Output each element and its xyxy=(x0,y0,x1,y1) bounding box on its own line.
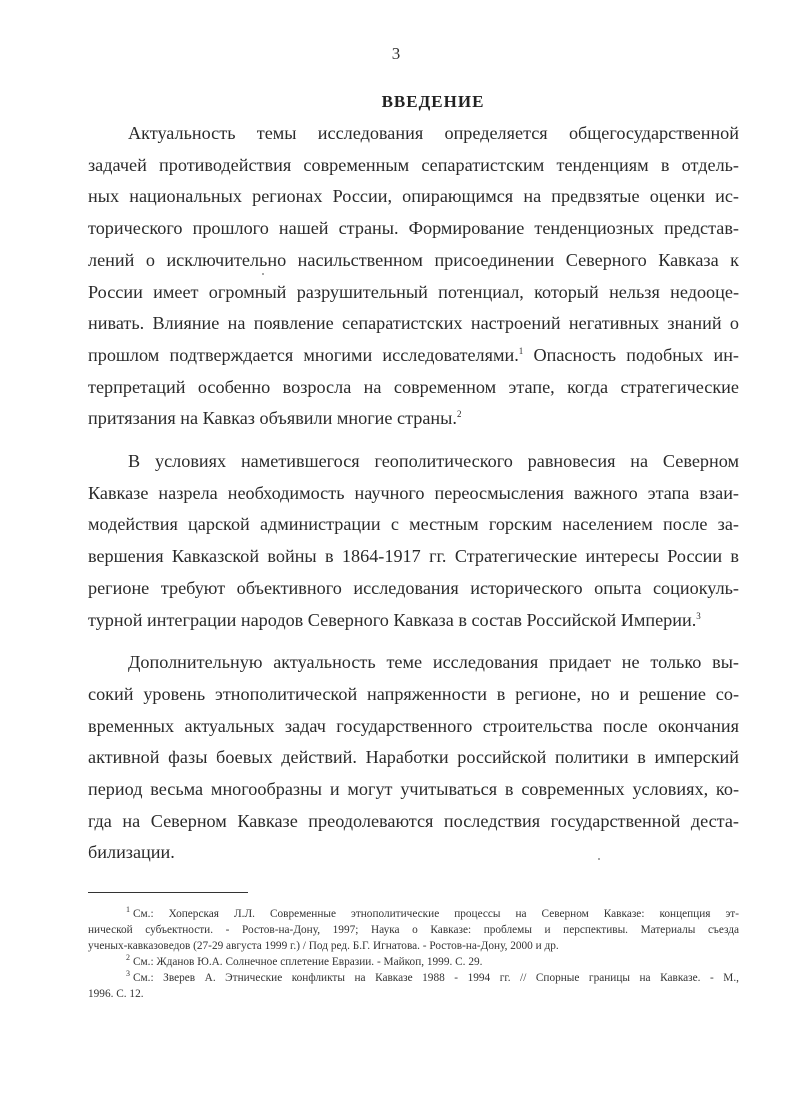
footnote-1 xyxy=(88,906,739,954)
text-line: активной фазы боевых действий. Наработки российской политики в имперский xyxy=(88,747,739,768)
text-line: временных актуальных задач государственного строительства после окончания xyxy=(88,715,739,736)
footnote-text: См.: Жданов Ю.А. Солнечное сплетение Евразии. - Майкоп, 1999. С. 29. xyxy=(133,956,483,968)
text-line: В условиях наметившегося геополитического равновесия на Северном xyxy=(128,451,739,472)
text-line: терпретаций особенно возросла на современном этапе, когда стратегические xyxy=(88,376,739,397)
text-line: билизации. xyxy=(88,842,175,863)
text-fragment: притязания на Кавказ объявили многие страны. xyxy=(88,408,457,429)
footnote-2 xyxy=(88,954,739,970)
text-line: Дополнительную актуальность теме исследования придает не только вы- xyxy=(128,652,739,673)
footnote-line xyxy=(88,906,739,922)
text-line: вершения Кавказской войны в 1864-1917 гг. Стратегические интересы России в xyxy=(88,546,739,567)
text-line xyxy=(88,340,739,372)
text-line: регионе требуют объективного исследования исторического опыта социокуль- xyxy=(88,577,739,598)
text-line: модействия царской администрации с местным горским населением после за- xyxy=(88,514,739,535)
footnote-number: 2 xyxy=(126,954,130,962)
footnote-3 xyxy=(88,970,739,1002)
text-line: Актуальность темы исследования определяется общегосударственной xyxy=(128,123,739,143)
scan-speck xyxy=(598,858,600,860)
footnotes xyxy=(88,906,739,1002)
footnote-number: 1 xyxy=(126,906,130,914)
footnote-line xyxy=(88,970,739,986)
footnote-line: ученых-кавказоведов (27-29 августа 1999 г.) / Под ред. Б.Г. Игнатова. - Ростов-на-Дону, 2000 и др. xyxy=(88,940,559,952)
footnote-ref-3: 3 xyxy=(696,610,701,621)
footnote-line: 1996. С. 12. xyxy=(88,988,144,1000)
text-line: ных национальных регионах России, опирающимся на предвзятые оценки ис- xyxy=(88,186,739,207)
footnote-number: 3 xyxy=(126,970,130,978)
footnote-text: См.: Зверев А. Этнические конфликты на Кавказе 1988 - 1994 гг. // Спорные границы на Кавказе. - М., xyxy=(133,972,739,984)
text-fragment: турной интеграции народов Северного Кавказа в состав Российской Империи. xyxy=(88,609,697,630)
text-line xyxy=(88,403,739,435)
page-number: 3 xyxy=(391,44,401,63)
text-line: торического прошлого нашей страны. Формирование тенденциозных представ- xyxy=(88,218,739,239)
text-line: Кавказе назрела необходимость научного переосмысления важного этапа взаи- xyxy=(88,482,739,503)
text-line: задачей противодействия современным сепаратистским тенденциям в отдель- xyxy=(88,154,739,175)
footnote-text: См.: Хоперская Л.Л. Современные этнополитические процессы на Северном Кавказе: концепция эт- xyxy=(133,908,739,920)
paragraph-3 xyxy=(88,647,739,869)
text-fragment: Опасность подобных ин- xyxy=(523,344,739,365)
footnote-ref-2: 2 xyxy=(456,409,462,420)
footnote-line: нической субъектности. - Ростов-на-Дону, 1997; Наука о Кавказе: проблемы и перспективы. Материалы съезда xyxy=(88,924,739,936)
footnote-line xyxy=(88,954,739,970)
text-line: России имеет огромный разрушительный потенциал, который нельзя недооце- xyxy=(88,281,739,302)
text-line: период весьма многообразны и могут учитываться в современных условиях, ко- xyxy=(88,779,739,800)
body-text xyxy=(88,118,739,869)
text-line: сокий уровень этнополитической напряженности в регионе, но и решение со- xyxy=(88,683,739,704)
footnote-separator xyxy=(88,892,248,893)
scan-speck xyxy=(262,273,264,275)
footnote-ref-1: 1 xyxy=(518,345,524,356)
text-fragment: прошлом подтверждается многими исследователями. xyxy=(88,344,519,365)
paragraph-2 xyxy=(88,446,739,636)
text-line: нивать. Влияние на появление сепаратистских настроений негативных знаний о xyxy=(88,313,739,334)
section-title: ВВЕДЕНИЕ xyxy=(381,92,485,111)
text-line: гда на Северном Кавказе преодолеваются последствия государственной деста- xyxy=(88,810,739,831)
text-line: лений о исключительно насильственном присоединении Северного Кавказа к xyxy=(88,249,739,270)
text-line xyxy=(88,605,739,637)
paragraph-1 xyxy=(88,118,739,435)
